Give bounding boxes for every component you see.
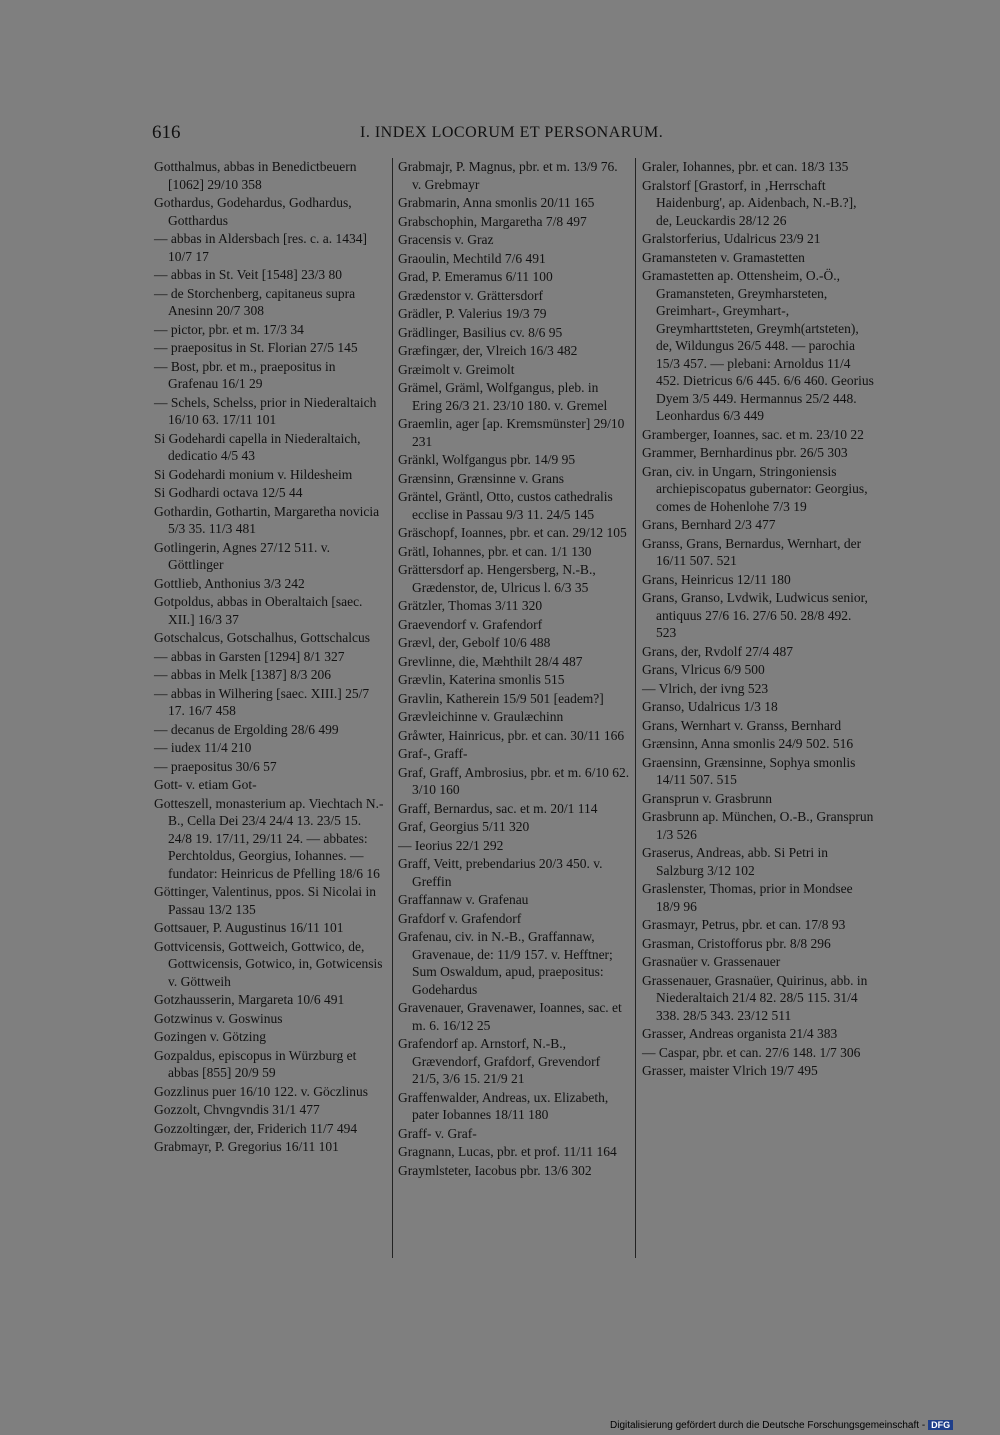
index-entry: Grafenau, civ. in N.-B., Graffannaw, Gravenaue, de: 11/9 157. v. Hefftner; Sum Oswaldum, apud, praepositus: Godehardus <box>398 929 613 997</box>
index-entry: Grævlin, Katerina smonlis 515 <box>398 672 565 687</box>
index-entry: Gravenauer, Gravenawer, Ioannes, sac. et m. 6. 16/12 25 <box>398 1000 622 1033</box>
index-entry: Graevendorf v. Grafendorf <box>398 616 543 632</box>
index-entry: Gramberger, Ioannes, sac. et m. 23/10 22 <box>642 426 864 442</box>
index-entry: Gransprun v. Grasbrunn <box>642 790 772 806</box>
index-entry: Graff, Bernardus, sac. et m. 20/1 114 <box>398 800 598 816</box>
index-entry: Graensinn, Grænsinne, Sophya smonlis 14/11 507. 515 <box>642 754 856 787</box>
document-page <box>150 112 885 1277</box>
index-entry: Grabmarin, Anna smonlis 20/11 165 <box>398 195 595 210</box>
index-entry: Grasmayr, Petrus, pbr. et can. 17/8 93 <box>642 917 846 932</box>
index-entry: — abbas in Garsten [1294] 8/1 327 <box>154 648 345 664</box>
index-entry: Graff- v. Graf- <box>398 1125 477 1141</box>
index-entry: Grätzler, Thomas 3/11 320 <box>398 598 543 613</box>
index-entry: Grævleichinne v. Graulæchinn <box>398 709 564 724</box>
index-entry: Gotschalcus, Gotschalhus, Gottschalcus <box>154 630 370 645</box>
index-entry: Gotteszell, monasterium ap. Viechtach N.-B., Cella Dei 23/4 24/4 13. 23/5 15. 24/8 19. 17/11, 29/11 24. — abbates: Perchtoldus, Georgius, Iohannes. — fundator: Heinricus de Pfelling 18/6 16 <box>154 795 384 881</box>
index-entry: Gottvicensis, Gottweich, Gottwico, de, Gottwicensis, Gotwico, in, Gotwicensis v. Göttweih <box>154 938 383 989</box>
index-entry: Grammer, Bernhardinus pbr. 26/5 303 <box>642 445 848 460</box>
index-entry: Gränkl, Wolfgangus pbr. 14/9 95 <box>398 452 576 467</box>
index-entry: Grænsinn, Grænsinne v. Grans <box>398 470 564 486</box>
index-column-2 <box>398 158 630 1180</box>
column-divider <box>392 158 393 1258</box>
index-entry: Graffannaw v. Grafenau <box>398 892 529 907</box>
index-entry: Granss, Grans, Bernardus, Wernhart, der 16/11 507. 521 <box>642 535 862 568</box>
column-divider <box>635 158 636 1258</box>
index-entry: Gramastetten ap. Ottensheim, O.-Ö., Gramansteten, Greymharsteten, Greimhart-, Greymhart-, Greymharttsteten, Greymh(artsteten), de, Wildungus 26/5 448. — parochia 15/3 457. — plebani: Arnoldus 11/4 452. Dietricus 6/6 445. 6/6 460. Georius Dyem 3/5 449. Hermannus 25/2 448. Leonhardus 6/3 449 <box>642 268 874 423</box>
index-entry: — abbas in Aldersbach [res. c. a. 1434] 10/7 17 <box>154 231 367 264</box>
index-entry: Grabschophin, Margaretha 7/8 497 <box>398 213 587 229</box>
index-entry: — Caspar, pbr. et can. 27/6 148. 1/7 306 <box>642 1044 861 1060</box>
index-entry: Grädlinger, Basilius cv. 8/6 95 <box>398 324 563 340</box>
index-entry: Graf-, Graff- <box>398 746 468 761</box>
index-entry: Grasser, maister Vlrich 19/7 495 <box>642 1063 818 1078</box>
index-entry: — praepositus 30/6 57 <box>154 758 277 774</box>
index-entry: Gramansteten v. Gramastetten <box>642 249 805 265</box>
index-entry: Grævl, der, Gebolf 10/6 488 <box>398 635 551 650</box>
index-entry: Grämel, Gräml, Wolfgangus, pleb. in Ering 26/3 21. 23/10 180. v. Gremel <box>398 380 608 413</box>
index-entry: — iudex 11/4 210 <box>154 740 252 755</box>
index-entry: Graserus, Andreas, abb. Si Petri in Salzburg 3/12 102 <box>642 845 828 878</box>
index-entry: — Vlrich, der ivng 523 <box>642 680 769 696</box>
index-entry: Gotthalmus, abbas in Benedictbeuern [1062] 29/10 358 <box>154 159 357 192</box>
index-entry: — pictor, pbr. et m. 17/3 34 <box>154 321 304 337</box>
index-entry: Gott- v. etiam Got- <box>154 777 257 792</box>
index-entry: Grasser, Andreas organista 21/4 383 <box>642 1026 838 1041</box>
credit-text: Digitalisierung gefördert durch die Deutsche Forschungsgemeinschaft - <box>610 1420 926 1431</box>
digitization-credit <box>610 1420 953 1431</box>
index-entry: Grans, Bernhard 2/3 477 <box>642 517 776 532</box>
index-entry: Grafdorf v. Grafendorf <box>398 910 522 926</box>
index-column-1 <box>154 158 386 1157</box>
index-entry: Gråwter, Hainricus, pbr. et can. 30/11 166 <box>398 727 625 743</box>
index-entry: — abbas in Melk [1387] 8/3 206 <box>154 667 331 682</box>
index-entry: Grädler, P. Valerius 19/3 79 <box>398 306 547 321</box>
index-entry: — abbas in St. Veit [1548] 23/3 80 <box>154 267 342 282</box>
index-entry: Grænsinn, Anna smonlis 24/9 502. 516 <box>642 736 854 751</box>
index-entry: Gotzhausserin, Margareta 10/6 491 <box>154 992 345 1007</box>
index-entry: Gotlingerin, Agnes 27/12 511. v. Göttlinger <box>154 539 330 572</box>
index-entry: Grasbrunn ap. München, O.-B., Gransprun 1/3 526 <box>642 809 874 842</box>
index-entry: Grassenauer, Grasnaüer, Quirinus, abb. in Niederaltaich 21/4 82. 28/5 115. 31/4 338. 28/5 343. 23/12 511 <box>642 972 868 1023</box>
index-entry: Grasnaüer v. Grassenauer <box>642 954 781 969</box>
index-entry: Grabmajr, P. Magnus, pbr. et m. 13/9 76. v. Grebmayr <box>398 159 618 192</box>
index-entry: Grasman, Cristofforus pbr. 8/8 296 <box>642 935 831 951</box>
index-entry: Grædenstor v. Grättersdorf <box>398 287 543 303</box>
index-entry: Gotzwinus v. Goswinus <box>154 1010 283 1026</box>
dfg-logo: DFG <box>928 1420 953 1430</box>
index-entry: Gräschopf, Ioannes, pbr. et can. 29/12 105 <box>398 525 627 540</box>
index-entry: Graymlsteter, Iacobus pbr. 13/6 302 <box>398 1162 592 1178</box>
index-entry: Gottlieb, Anthonius 3/3 242 <box>154 575 305 591</box>
index-entry: Grans, der, Rvdolf 27/4 487 <box>642 643 793 659</box>
index-entry: — decanus de Ergolding 28/6 499 <box>154 721 339 737</box>
index-entry: Grad, P. Emeramus 6/11 100 <box>398 269 553 284</box>
index-entry: Gozpaldus, episcopus in Würzburg et abbas [855] 20/9 59 <box>154 1047 357 1080</box>
index-entry: Graler, Iohannes, pbr. et can. 18/3 135 <box>642 159 849 174</box>
index-entry: Graslenster, Thomas, prior in Mondsee 18/9 96 <box>642 881 853 914</box>
index-entry: Gothardin, Gothartin, Margaretha novicia 5/3 35. 11/3 481 <box>154 503 380 536</box>
page-header <box>150 122 885 148</box>
index-entry: Gralstorf [Grastorf, in ‚Herrschaft Haidenburg', ap. Aidenbach, N.-B.?], de, Leuckardis 28/12 26 <box>642 177 857 228</box>
index-entry: Graf, Graff, Ambrosius, pbr. et m. 6/10 62. 3/10 160 <box>398 764 630 797</box>
index-entry: Gralstorferius, Udalricus 23/9 21 <box>642 231 821 246</box>
index-entry: Si Godehardi monium v. Hildesheim <box>154 466 353 482</box>
index-entry: Si Godehardi capella in Niederaltaich, dedicatio 4/5 43 <box>154 430 361 463</box>
index-entry: Grans, Wernhart v. Granss, Bernhard <box>642 717 842 733</box>
index-entry: — abbas in Wilhering [saec. XIII.] 25/7 17. 16/7 458 <box>154 685 370 718</box>
index-entry: Grafendorf ap. Arnstorf, N.-B., Grævendorf, Grafdorf, Grevendorf 21/5, 3/6 15. 21/9 21 <box>398 1036 601 1086</box>
index-entry: Si Godhardi octava 12/5 44 <box>154 485 303 500</box>
index-entry: Graemlin, ager [ap. Kremsmünster] 29/10 231 <box>398 416 625 449</box>
index-entry: Göttinger, Valentinus, ppos. Si Nicolai in Passau 13/2 135 <box>154 884 376 917</box>
index-entry: Graff, Veitt, prebendarius 20/3 450. v. Greffin <box>398 856 603 889</box>
index-entry: Graffenwalder, Andreas, ux. Elizabeth, pater Iobannes 18/11 180 <box>398 1089 609 1122</box>
index-entry: Grätl, Iohannes, pbr. et can. 1/1 130 <box>398 543 592 559</box>
index-entry: Grans, Heinricus 12/11 180 <box>642 571 791 587</box>
index-entry: Grans, Granso, Lvdwik, Ludwicus senior, antiquus 27/6 16. 27/6 50. 28/8 492. 523 <box>642 590 868 640</box>
index-entry: Granso, Udalricus 1/3 18 <box>642 699 778 714</box>
index-column-3 <box>642 158 874 1081</box>
index-entry: Gozzoltingær, der, Friderich 11/7 494 <box>154 1120 358 1136</box>
index-entry: Gothardus, Godehardus, Godhardus, Gotthardus <box>154 195 352 228</box>
index-entry: Grabmayr, P. Gregorius 16/11 101 <box>154 1139 339 1154</box>
index-entry: Grättersdorf ap. Hengersberg, N.-B., Grædenstor, de, Ulricus l. 6/3 35 <box>398 562 596 595</box>
index-entry: Gottsauer, P. Augustinus 16/11 101 <box>154 920 344 935</box>
index-entry: Gozingen v. Götzing <box>154 1029 266 1044</box>
index-entry: Græfingær, der, Vlreich 16/3 482 <box>398 343 578 358</box>
index-entry: Graf, Georgius 5/11 320 <box>398 819 530 834</box>
index-entry: Gracensis v. Graz <box>398 232 494 247</box>
index-entry: Gragnann, Lucas, pbr. et prof. 11/11 164 <box>398 1144 617 1159</box>
index-entry: — praepositus in St. Florian 27/5 145 <box>154 340 358 355</box>
page-number: 616 <box>152 122 181 143</box>
index-entry: — Bost, pbr. et m., praepositus in Grafenau 16/1 29 <box>154 358 336 391</box>
index-entry: Gotpoldus, abbas in Oberaltaich [saec. XII.] 16/3 37 <box>154 594 363 627</box>
index-entry: Gräntel, Gräntl, Otto, custos cathedralis ecclise in Passau 9/3 11. 24/5 145 <box>398 489 613 522</box>
index-entry: Græimolt v. Greimolt <box>398 361 515 377</box>
index-entry: Gozzlinus puer 16/10 122. v. Göczlinus <box>154 1083 368 1099</box>
running-title: I. INDEX LOCORUM ET PERSONARUM. <box>360 124 664 141</box>
index-entry: Graoulin, Mechtild 7/6 491 <box>398 250 546 266</box>
index-entry: — Schels, Schelss, prior in Niederaltaich 16/10 63. 17/11 101 <box>154 394 377 427</box>
index-entry: Grans, Vlricus 6/9 500 <box>642 662 765 677</box>
index-entry: — Ieorius 22/1 292 <box>398 837 504 853</box>
index-entry: Gozzolt, Chvngvndis 31/1 477 <box>154 1102 320 1117</box>
index-entry: Gravlin, Katherein 15/9 501 [eadem?] <box>398 690 604 706</box>
index-entry: Gran, civ. in Ungarn, Stringoniensis archiepiscopatus gubernator: Georgius, comes de Hohenlohe 7/3 19 <box>642 463 868 514</box>
index-entry: — de Storchenberg, capitaneus supra Anesinn 20/7 308 <box>154 285 356 318</box>
index-entry: Grevlinne, die, Mæhthilt 28/4 487 <box>398 653 583 669</box>
